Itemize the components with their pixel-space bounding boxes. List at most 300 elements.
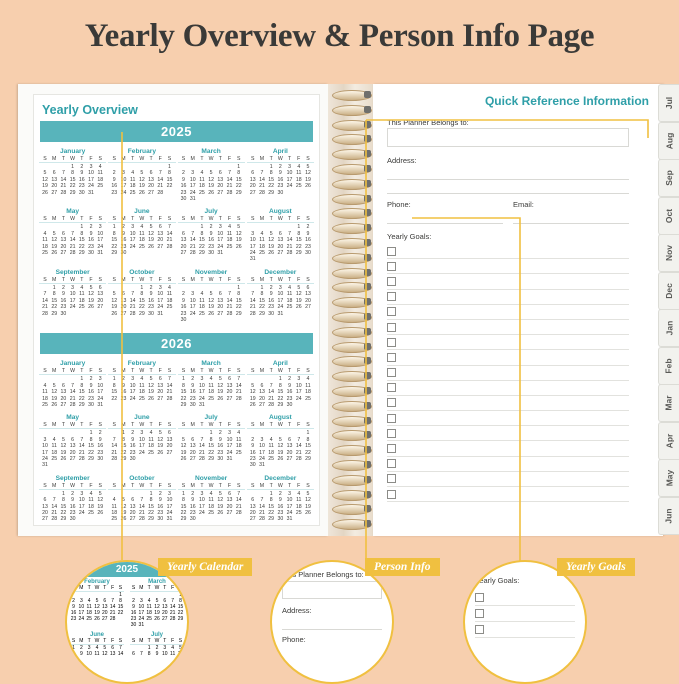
coil-ring bbox=[332, 238, 370, 249]
week-row: 1 2 3 4 5 6 bbox=[122, 430, 171, 437]
month-weeks bbox=[108, 430, 175, 462]
week-row: 1 2 3 4 bbox=[209, 430, 241, 437]
months-grid bbox=[38, 146, 315, 327]
week-row: 19 20 21 22 23 24 25 bbox=[111, 304, 173, 311]
weekday-header: S M T W T F S bbox=[247, 422, 314, 429]
callout-mini-months bbox=[67, 577, 187, 659]
month-block bbox=[38, 358, 107, 412]
coil-ring bbox=[332, 460, 370, 471]
coil-ring bbox=[332, 386, 370, 397]
callout-week-row: 30 31 bbox=[130, 622, 145, 628]
goal-row[interactable] bbox=[387, 487, 629, 502]
week-row: 1 2 3 4 5 6 bbox=[260, 284, 310, 291]
month-tab-oct[interactable] bbox=[658, 197, 679, 235]
callout-week-row: 16 17 18 19 20 21 22 bbox=[130, 610, 184, 616]
goal-row[interactable] bbox=[387, 366, 629, 381]
weekday-header: S M T W T F S bbox=[247, 216, 314, 223]
week-row: 15 16 17 18 19 20 21 bbox=[111, 237, 173, 244]
month-weeks bbox=[178, 430, 245, 462]
month-tab-jan[interactable] bbox=[658, 309, 679, 347]
page-title: Yearly Overview & Person Info Page bbox=[84, 18, 595, 54]
month-weeks bbox=[178, 376, 245, 408]
week-row: 1 2 bbox=[89, 430, 102, 437]
coil-ring bbox=[332, 430, 370, 441]
month-block bbox=[246, 267, 315, 327]
week-row: 15 16 17 18 19 20 21 bbox=[111, 389, 173, 396]
month-tab-feb[interactable] bbox=[658, 347, 679, 385]
month-name: July bbox=[204, 208, 218, 216]
goal-row[interactable] bbox=[387, 350, 629, 365]
month-weeks bbox=[39, 491, 106, 523]
callout-months-row bbox=[67, 630, 187, 659]
week-row: 1 bbox=[168, 164, 171, 170]
callout-goal-row[interactable] bbox=[475, 606, 575, 622]
week-row: 2 3 4 5 6 7 8 bbox=[251, 436, 310, 443]
month-block bbox=[177, 358, 246, 412]
week-row: 3 4 5 6 7 8 9 bbox=[43, 436, 102, 443]
goal-row[interactable] bbox=[387, 335, 629, 350]
month-tab-aug[interactable] bbox=[658, 122, 679, 160]
goal-row[interactable] bbox=[387, 290, 629, 305]
week-row: 30 bbox=[180, 316, 187, 323]
goal-checkbox[interactable] bbox=[387, 368, 396, 377]
week-row: 6 7 8 9 10 11 12 bbox=[251, 497, 311, 504]
goal-row[interactable] bbox=[387, 259, 629, 274]
week-row: 5 6 7 8 9 10 11 bbox=[112, 291, 173, 298]
week-row: 20 21 22 23 24 25 26 bbox=[180, 243, 242, 250]
month-block bbox=[38, 473, 107, 527]
month-name: October bbox=[129, 474, 155, 482]
callout-week-row: 16 17 18 19 20 21 22 bbox=[70, 610, 124, 616]
callout-month-name: June bbox=[89, 632, 104, 638]
month-tab-label: Feb bbox=[664, 357, 674, 374]
coil-ring bbox=[332, 519, 370, 530]
month-weeks bbox=[108, 164, 175, 196]
month-name: February bbox=[127, 148, 156, 155]
month-block bbox=[177, 267, 246, 327]
callout-week-row: 2 3 4 5 6 7 8 bbox=[132, 598, 182, 604]
planner-spread bbox=[18, 84, 663, 536]
callout-goal-rows bbox=[475, 590, 575, 638]
callout-month-block bbox=[67, 577, 127, 630]
callout-goal-checkbox[interactable] bbox=[475, 609, 484, 618]
weekday-header: S M T W T F S bbox=[247, 368, 314, 375]
callout-tag-yearly-goals: Yearly Goals bbox=[557, 558, 635, 576]
month-weeks bbox=[247, 491, 314, 523]
weekday-header: S M T W T F S bbox=[39, 422, 106, 429]
week-row: 5 6 7 8 9 10 11 bbox=[43, 170, 103, 177]
week-row: 9 10 11 12 13 14 15 bbox=[112, 176, 173, 183]
month-tab-dec[interactable] bbox=[658, 272, 679, 310]
month-block bbox=[38, 412, 107, 472]
goal-checkbox[interactable] bbox=[387, 247, 396, 256]
callout-yearly-goals-bubble bbox=[463, 560, 587, 684]
phone-field[interactable] bbox=[387, 210, 503, 224]
month-tab-jun[interactable] bbox=[658, 497, 679, 535]
coil-ring bbox=[332, 253, 370, 264]
week-row: 1 2 3 4 5 6 7 bbox=[182, 376, 241, 383]
month-weeks bbox=[178, 491, 245, 523]
week-row: 27 28 29 30 bbox=[249, 189, 284, 196]
week-row: 16 17 18 19 20 21 22 bbox=[249, 449, 311, 456]
weekday-header: S M T W T F S bbox=[39, 368, 106, 375]
month-name: January bbox=[59, 148, 86, 155]
callout-goal-checkbox[interactable] bbox=[475, 593, 484, 602]
week-row: 25 26 27 28 29 30 31 bbox=[111, 516, 173, 523]
week-row: 18 19 20 21 22 23 24 bbox=[111, 510, 173, 516]
month-block bbox=[177, 412, 246, 472]
week-row: 29 30 31 bbox=[180, 401, 205, 408]
month-block bbox=[107, 473, 176, 527]
week-row: 16 17 18 19 20 21 22 bbox=[180, 304, 242, 311]
week-row: 23 24 25 26 27 28 29 bbox=[249, 455, 311, 462]
goal-row[interactable] bbox=[387, 411, 629, 426]
week-row: 9 10 11 12 13 14 15 bbox=[251, 443, 311, 450]
callout-phone-label: Phone: bbox=[282, 635, 306, 644]
month-name: December bbox=[264, 268, 297, 276]
goal-row[interactable] bbox=[387, 244, 629, 259]
goal-checkbox[interactable] bbox=[387, 307, 396, 316]
address-label: Address: bbox=[387, 156, 417, 165]
week-row: 14 15 16 17 18 19 20 bbox=[111, 443, 173, 450]
week-row: 5 6 7 8 9 10 11 bbox=[251, 382, 311, 389]
week-row: 20 21 22 23 24 25 26 bbox=[249, 510, 311, 516]
week-row: 11 12 13 14 15 16 17 bbox=[111, 503, 173, 510]
week-row: 20 21 22 23 24 25 26 bbox=[42, 510, 104, 516]
coil-ring bbox=[332, 312, 370, 323]
week-row: 1 2 3 4 5 bbox=[200, 224, 241, 231]
month-block bbox=[246, 206, 315, 266]
weekday-header: S M T W T F S bbox=[247, 483, 314, 490]
week-row: 1 2 3 4 bbox=[71, 164, 102, 170]
week-row: 5 6 7 8 9 10 11 bbox=[182, 436, 242, 443]
week-row: 13 14 15 16 17 18 19 bbox=[249, 503, 311, 510]
goal-checkbox[interactable] bbox=[387, 414, 396, 423]
callout-belongs-to-field[interactable] bbox=[282, 581, 382, 599]
callout-address-line[interactable] bbox=[282, 617, 382, 630]
callout-week-row: 23 24 25 26 27 28 bbox=[70, 616, 116, 622]
yearly-goals-list bbox=[387, 244, 629, 502]
month-weeks bbox=[247, 285, 314, 317]
callout-goal-checkbox[interactable] bbox=[475, 625, 484, 634]
callout-week-row: 2 3 4 5 6 7 8 bbox=[72, 598, 122, 604]
week-row: 10 11 12 13 14 15 16 bbox=[249, 237, 311, 244]
week-row: 15 16 17 18 19 20 21 bbox=[180, 389, 242, 396]
month-name: January bbox=[59, 360, 86, 368]
week-row: 9 10 11 12 13 14 15 bbox=[182, 297, 242, 304]
week-row: 1 2 bbox=[297, 224, 310, 231]
month-block bbox=[38, 206, 107, 266]
week-row: 9 10 11 12 13 14 15 bbox=[182, 176, 242, 183]
week-row: 30 31 bbox=[249, 462, 265, 469]
callout-month-block bbox=[127, 630, 187, 659]
callout-tag-yearly-calendar: Yearly Calendar bbox=[158, 558, 252, 576]
week-row: 8 9 10 11 12 13 14 bbox=[182, 382, 242, 389]
week-row: 26 27 28 29 30 31 bbox=[180, 455, 233, 462]
address-field-line-2[interactable] bbox=[387, 180, 629, 194]
weekday-header: S M T W T F S bbox=[108, 368, 175, 375]
month-block bbox=[38, 146, 107, 206]
goal-checkbox[interactable] bbox=[387, 459, 396, 468]
month-block bbox=[107, 146, 176, 206]
week-row: 23 24 25 26 27 28 bbox=[111, 189, 164, 196]
month-tab-nov[interactable] bbox=[658, 234, 679, 272]
month-name: April bbox=[272, 148, 288, 155]
years-container bbox=[34, 121, 319, 527]
month-tab-label: Mar bbox=[664, 395, 674, 411]
goal-row[interactable] bbox=[387, 472, 629, 487]
week-row: 16 17 18 19 20 21 22 bbox=[111, 183, 173, 190]
callout-week-row: 6 7 8 9 10 11 12 bbox=[132, 651, 184, 657]
coil-ring bbox=[332, 297, 370, 308]
week-row: 22 23 24 25 26 27 28 bbox=[180, 395, 242, 402]
weekday-header: S M T W T F S bbox=[108, 216, 175, 223]
callout-week-row: 1 bbox=[179, 592, 182, 598]
month-weeks bbox=[39, 164, 106, 196]
month-weeks bbox=[178, 224, 245, 256]
callout-yearly-calendar-bubble bbox=[65, 560, 189, 684]
left-page-inner bbox=[33, 94, 320, 526]
week-row: 27 28 29 30 bbox=[42, 516, 76, 523]
month-weeks bbox=[39, 224, 106, 256]
coil-ring bbox=[332, 149, 370, 160]
week-row: 20 21 22 23 24 25 26 bbox=[249, 183, 311, 190]
coil-ring bbox=[332, 342, 370, 353]
coil-ring bbox=[332, 416, 370, 427]
callout-weekday-header: S M T W T F S bbox=[71, 638, 123, 644]
goal-row[interactable] bbox=[387, 396, 629, 411]
callout-month-name: February bbox=[84, 579, 110, 585]
callout-belongs-to-label: This Planner Belongs to: bbox=[282, 570, 364, 579]
week-row: 13 14 15 16 17 18 19 bbox=[42, 503, 104, 510]
week-row: 1 2 3 4 5 bbox=[269, 490, 310, 497]
week-row: 1 2 3 bbox=[80, 376, 102, 383]
week-row: 31 bbox=[42, 462, 48, 469]
week-row: 2 3 4 5 6 7 8 bbox=[182, 291, 241, 298]
month-name: May bbox=[66, 414, 80, 422]
weekday-header: S M T W T F S bbox=[108, 156, 175, 163]
goal-checkbox[interactable] bbox=[387, 338, 396, 347]
weekday-header: S M T W T F S bbox=[39, 277, 106, 284]
callout-week-row: 1 2 3 4 5 6 7 bbox=[72, 645, 122, 651]
week-row: 1 2 3 4 5 6 bbox=[52, 284, 102, 291]
week-row: 28 29 30 bbox=[111, 455, 136, 462]
weekday-header: S M T W T F S bbox=[178, 368, 245, 375]
week-row: 2 3 4 5 6 7 8 bbox=[112, 170, 171, 177]
week-row: 1 2 3 4 5 6 7 bbox=[182, 490, 241, 497]
callout-address-label: Address: bbox=[282, 606, 312, 615]
month-name: July bbox=[204, 414, 218, 422]
month-block bbox=[38, 267, 107, 327]
month-name: August bbox=[269, 414, 292, 422]
goal-checkbox[interactable] bbox=[387, 262, 396, 271]
week-row: 26 27 28 29 30 31 bbox=[111, 310, 164, 317]
week-row: 1 2 3 4 bbox=[140, 284, 171, 291]
week-row: 1 2 3 4 bbox=[278, 376, 310, 383]
week-row: 28 29 30 bbox=[42, 310, 67, 317]
goal-checkbox[interactable] bbox=[387, 490, 396, 499]
month-block bbox=[246, 358, 315, 412]
week-row: 19 20 21 22 23 24 25 bbox=[42, 183, 104, 190]
week-row: 21 22 23 24 25 26 27 bbox=[42, 304, 104, 311]
month-block bbox=[246, 473, 315, 527]
quick-reference-body bbox=[387, 118, 629, 528]
month-name: August bbox=[269, 208, 292, 216]
week-row: 1 2 3 4 5 6 7 bbox=[112, 224, 171, 231]
coil-ring bbox=[332, 90, 370, 101]
week-row: 14 15 16 17 18 19 20 bbox=[42, 297, 104, 304]
coil-ring bbox=[332, 401, 370, 412]
coil-ring bbox=[332, 268, 370, 279]
quick-reference-header: Quick Reference Information bbox=[484, 94, 649, 108]
month-tab-mar[interactable] bbox=[658, 384, 679, 422]
month-block bbox=[177, 473, 246, 527]
week-row: 24 25 26 27 28 29 30 bbox=[249, 250, 311, 257]
month-tab-may[interactable] bbox=[658, 459, 679, 497]
week-row: 1 bbox=[237, 284, 241, 291]
week-row: 8 9 10 11 12 13 14 bbox=[112, 382, 173, 389]
month-weeks bbox=[39, 376, 106, 408]
month-tabs bbox=[657, 84, 679, 536]
callout-week-row: 8 9 10 11 12 13 14 bbox=[72, 651, 124, 657]
month-tab-apr[interactable] bbox=[658, 422, 679, 460]
week-row: 22 23 24 25 26 27 28 bbox=[111, 395, 173, 402]
coil-ring bbox=[332, 105, 370, 116]
callout-tag-person-info: Person Info bbox=[365, 558, 440, 576]
goal-checkbox[interactable] bbox=[387, 292, 396, 301]
week-row: 3 4 5 6 7 8 9 bbox=[251, 230, 310, 237]
coil-ring bbox=[332, 164, 370, 175]
month-name: September bbox=[55, 268, 90, 276]
goal-row[interactable] bbox=[387, 320, 629, 335]
month-tab-label: Apr bbox=[663, 433, 674, 448]
year-band: 2026 bbox=[40, 333, 313, 354]
month-tab-jul[interactable] bbox=[658, 84, 679, 122]
coil-ring bbox=[332, 208, 370, 219]
month-name: November bbox=[195, 268, 228, 276]
email-field[interactable] bbox=[513, 210, 629, 224]
week-row: 21 22 23 24 25 26 27 bbox=[111, 449, 173, 456]
month-name: February bbox=[127, 360, 156, 368]
week-row: 11 12 13 14 15 16 17 bbox=[42, 237, 104, 244]
week-row: 17 18 19 20 21 22 23 bbox=[42, 449, 104, 456]
month-name: March bbox=[201, 148, 221, 155]
weekday-header: S M T W T F S bbox=[39, 156, 106, 163]
goal-row[interactable] bbox=[387, 381, 629, 396]
month-block bbox=[107, 412, 176, 472]
month-tab-label: Aug bbox=[664, 132, 674, 149]
weekday-header: S M T W T F S bbox=[178, 156, 245, 163]
goal-row[interactable] bbox=[387, 441, 629, 456]
weekday-header: S M T W T F S bbox=[178, 483, 245, 490]
callout-month-block bbox=[67, 630, 127, 659]
coil-ring bbox=[332, 475, 370, 486]
month-weeks bbox=[178, 164, 245, 202]
weekday-header: S M T W T F S bbox=[247, 156, 314, 163]
callout-month-name: March bbox=[148, 579, 166, 585]
goal-checkbox[interactable] bbox=[387, 353, 396, 362]
week-row: 1 2 3 4 5 bbox=[61, 490, 102, 497]
goal-row[interactable] bbox=[387, 305, 629, 320]
week-row: 18 19 20 21 22 23 24 bbox=[42, 243, 104, 250]
goal-checkbox[interactable] bbox=[387, 429, 396, 438]
belongs-to-field[interactable] bbox=[387, 128, 629, 147]
week-row: 17 18 19 20 21 22 23 bbox=[249, 243, 311, 250]
goal-row[interactable] bbox=[387, 457, 629, 472]
weekday-header: S M T W T F S bbox=[247, 277, 314, 284]
month-tab-label: Dec bbox=[664, 282, 674, 299]
callout-week-row: 9 10 11 12 13 14 15 bbox=[132, 604, 184, 610]
callout-goal-row[interactable] bbox=[475, 590, 575, 606]
month-weeks bbox=[247, 376, 314, 408]
week-row: 1 2 3 bbox=[80, 224, 102, 231]
month-name: June bbox=[134, 208, 150, 216]
goal-checkbox[interactable] bbox=[387, 277, 396, 286]
goal-row[interactable] bbox=[387, 274, 629, 289]
year-band: 2025 bbox=[40, 121, 313, 142]
goal-row[interactable] bbox=[387, 426, 629, 441]
week-row: 14 15 16 17 18 19 20 bbox=[249, 297, 311, 304]
week-row: 4 5 6 7 8 9 10 bbox=[112, 497, 173, 504]
weekday-header: S M T W T F S bbox=[39, 483, 106, 490]
weekday-header: S M T W T F S bbox=[178, 422, 245, 429]
month-tab-label: Sep bbox=[664, 170, 674, 186]
email-label: Email: bbox=[513, 200, 534, 209]
months-grid bbox=[38, 358, 315, 527]
week-row: 26 27 28 29 30 bbox=[249, 401, 293, 408]
month-block bbox=[246, 412, 315, 472]
month-tab-label: Jun bbox=[664, 507, 674, 524]
weekday-header: S M T W T F S bbox=[108, 483, 175, 490]
month-weeks bbox=[108, 376, 175, 402]
month-tab-sep[interactable] bbox=[658, 159, 679, 197]
week-row: 27 28 29 30 31 bbox=[180, 250, 224, 257]
week-row: 11 12 13 14 15 16 17 bbox=[42, 389, 104, 396]
spiral-binding bbox=[328, 84, 373, 536]
month-block bbox=[107, 267, 176, 327]
yearly-overview-header: Yearly Overview bbox=[42, 103, 138, 117]
month-tab-label: Oct bbox=[663, 208, 674, 223]
week-row: 27 28 29 30 31 bbox=[249, 516, 293, 523]
coil-ring bbox=[332, 356, 370, 367]
month-weeks bbox=[39, 285, 106, 317]
weekday-header: S M T W T F S bbox=[108, 277, 175, 284]
goal-checkbox[interactable] bbox=[387, 323, 396, 332]
goal-checkbox[interactable] bbox=[387, 383, 396, 392]
goal-checkbox[interactable] bbox=[387, 474, 396, 483]
week-row: 16 17 18 19 20 21 22 bbox=[180, 183, 242, 190]
goal-checkbox[interactable] bbox=[387, 398, 396, 407]
month-tab-label: Jul bbox=[664, 96, 674, 110]
callout-mini-year: 2025 bbox=[67, 562, 187, 577]
callout-weekday-header: S M T W T F S bbox=[131, 638, 183, 644]
week-row: 1 2 3 bbox=[149, 490, 171, 497]
callout-week-row: 23 24 25 26 27 28 29 bbox=[130, 616, 184, 622]
goal-checkbox[interactable] bbox=[387, 444, 396, 453]
month-weeks bbox=[108, 224, 175, 256]
week-row: 4 5 6 7 8 9 10 bbox=[43, 230, 104, 237]
coil-ring bbox=[332, 327, 370, 338]
week-row: 1 2 3 4 5 6 7 bbox=[112, 376, 171, 383]
week-row: 18 19 20 21 22 23 24 bbox=[42, 395, 104, 402]
week-row: 1 bbox=[306, 430, 310, 437]
week-row: 25 26 27 28 29 30 31 bbox=[42, 250, 104, 257]
address-field-line-1[interactable] bbox=[387, 166, 629, 180]
week-row: 8 9 10 11 12 13 14 bbox=[182, 497, 242, 504]
month-name: December bbox=[264, 474, 297, 482]
coil-ring bbox=[332, 134, 370, 145]
callout-goal-row[interactable] bbox=[475, 622, 575, 638]
